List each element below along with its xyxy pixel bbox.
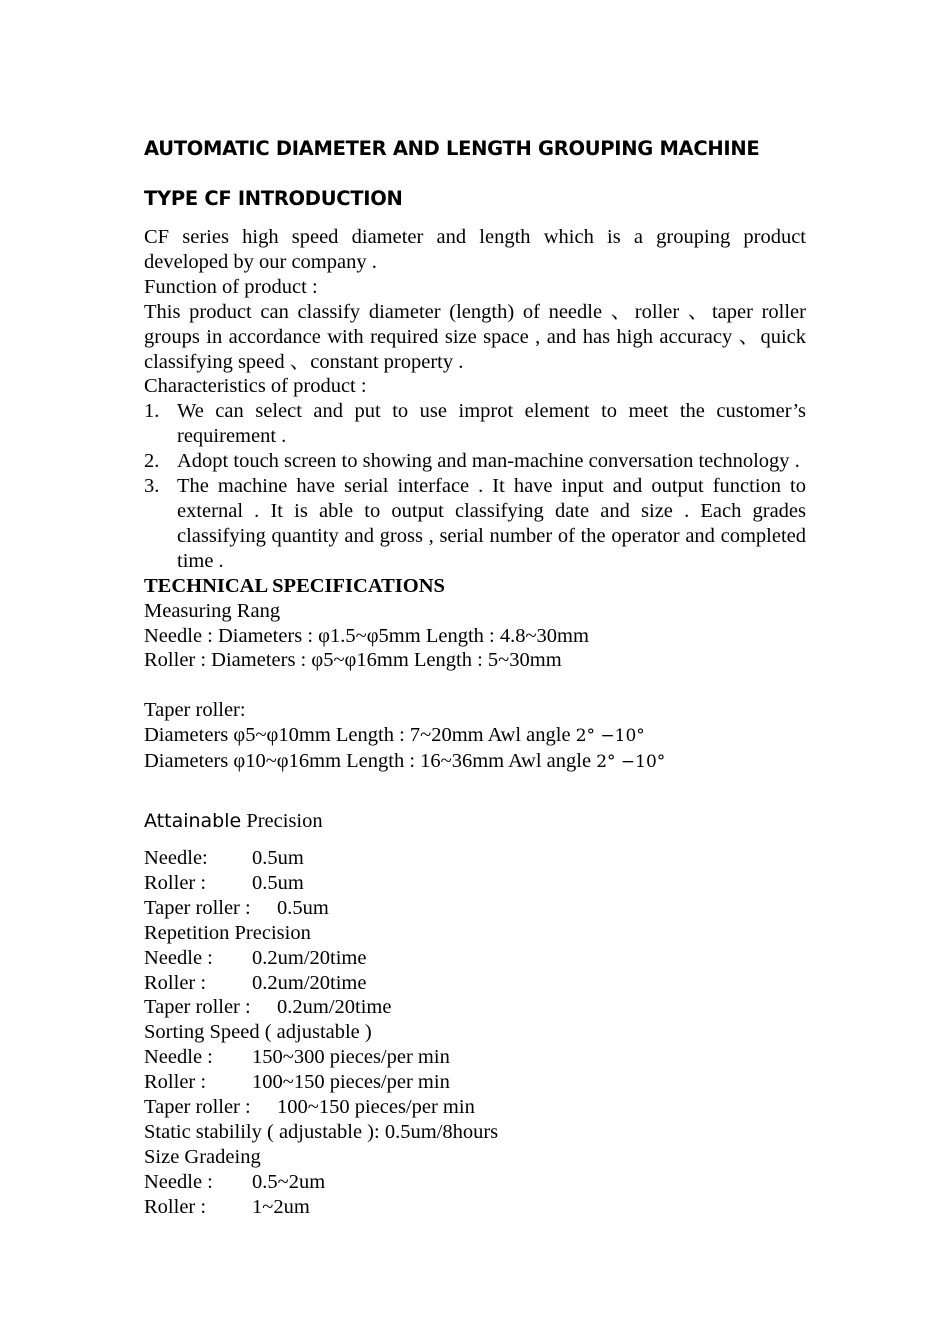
sorting-heading: Sorting Speed ( adjustable ) bbox=[144, 1021, 372, 1044]
attainable-row bbox=[144, 871, 806, 896]
row-value: 150~300 pieces/per min bbox=[252, 1046, 450, 1069]
row-label: Needle : bbox=[144, 1046, 213, 1069]
characteristics-item bbox=[144, 449, 806, 474]
taper-range-2-angle: 2° −10° bbox=[596, 752, 666, 773]
intro-section bbox=[144, 225, 806, 775]
spec-lists bbox=[144, 846, 806, 1220]
row-label: Needle: bbox=[144, 847, 208, 869]
item-text: Adopt touch screen to showing and man-machine conversation technology . bbox=[177, 450, 800, 473]
document-subtitle: TYPE CF INTRODUCTION bbox=[144, 187, 403, 210]
item-number: 2. bbox=[144, 450, 160, 473]
item-text: The machine have serial interface . It have input and output function to external . It is able to output classifying date and size . Each grades classifying quantity and gross , serial number of the operator and completed time . bbox=[177, 475, 806, 572]
taper-range-1-angle: 2° −10° bbox=[575, 726, 645, 747]
row-label: Needle : bbox=[144, 946, 213, 969]
sorting-row bbox=[144, 1095, 806, 1120]
row-value: 0.5um bbox=[277, 896, 329, 919]
characteristics-item bbox=[144, 474, 806, 574]
row-value: 0.5um bbox=[252, 871, 304, 894]
repetition-row bbox=[144, 946, 806, 971]
row-value: 100~150 pieces/per min bbox=[277, 1096, 475, 1119]
repetition-row bbox=[144, 995, 806, 1020]
size-heading: Size Gradeing bbox=[144, 1145, 261, 1168]
row-label: Taper roller : bbox=[144, 1096, 251, 1119]
taper-range-1 bbox=[144, 723, 806, 749]
row-value: 0.2um/20time bbox=[277, 996, 392, 1019]
repetition-row bbox=[144, 971, 806, 996]
sorting-row bbox=[144, 1070, 806, 1095]
tech-spec-heading: TECHNICAL SPECIFICATIONS bbox=[144, 574, 445, 597]
attainable-heading bbox=[144, 809, 806, 834]
document-title: AUTOMATIC DIAMETER AND LENGTH GROUPING MACHINE bbox=[144, 137, 760, 160]
taper-range-2 bbox=[144, 749, 806, 775]
taper-heading: Taper roller: bbox=[144, 699, 246, 722]
row-value: 0.2um/20time bbox=[252, 971, 367, 994]
taper-range-1-text: Diameters φ5~φ10mm Length : 7~20mm Awl angle bbox=[144, 724, 571, 747]
blank-line bbox=[144, 673, 806, 698]
attainable-row bbox=[144, 896, 806, 921]
row-label: Roller : bbox=[144, 1071, 207, 1094]
size-row bbox=[144, 1170, 806, 1195]
row-label: Taper roller : bbox=[144, 896, 251, 919]
item-text: We can select and put to use improt element to meet the customer’s requirement . bbox=[177, 400, 806, 448]
characteristics-item bbox=[144, 399, 806, 449]
row-label: Needle : bbox=[144, 1170, 213, 1193]
item-number: 1. bbox=[144, 400, 160, 423]
attainable-row bbox=[144, 846, 806, 871]
item-number: 3. bbox=[144, 475, 160, 498]
repetition-heading: Repetition Precision bbox=[144, 921, 311, 944]
row-value: 100~150 pieces/per min bbox=[252, 1071, 450, 1094]
row-label: Roller : bbox=[144, 971, 207, 994]
sorting-row bbox=[144, 1045, 806, 1070]
row-value: 0.2um/20time bbox=[252, 946, 367, 969]
static-stability: Static stabilily ( adjustable ): 0.5um/8hours bbox=[144, 1120, 499, 1143]
attainable-precision-word: Precision bbox=[246, 810, 323, 832]
characteristics-heading: Characteristics of product : bbox=[144, 375, 367, 398]
function-paragraph: This product can classify diameter (length) of needle 、roller 、taper roller groups in accordance with required size space , and has high accuracy 、quick classifying speed 、constant property . bbox=[144, 300, 806, 373]
measuring-roller: Roller : Diameters : φ5~φ16mm Length : 5~30mm bbox=[144, 649, 562, 672]
row-value: 0.5um bbox=[252, 847, 304, 869]
row-label: Roller : bbox=[144, 871, 207, 894]
size-row bbox=[144, 1195, 806, 1220]
intro-paragraph: CF series high speed diameter and length which is a grouping product developed by our company . bbox=[144, 226, 806, 273]
row-value: 1~2um bbox=[252, 1195, 310, 1218]
measuring-heading: Measuring Rang bbox=[144, 599, 281, 622]
measuring-needle: Needle : Diameters : φ1.5~φ5mm Length : 4.8~30mm bbox=[144, 624, 589, 647]
row-label: Taper roller : bbox=[144, 996, 251, 1019]
row-label: Roller : bbox=[144, 1195, 207, 1218]
attainable-word: Attainable bbox=[144, 810, 242, 832]
characteristics-list bbox=[144, 399, 806, 573]
taper-range-2-text: Diameters φ10~φ16mm Length : 16~36mm Awl angle bbox=[144, 750, 592, 773]
function-heading: Function of product : bbox=[144, 275, 318, 298]
row-value: 0.5~2um bbox=[252, 1170, 326, 1193]
